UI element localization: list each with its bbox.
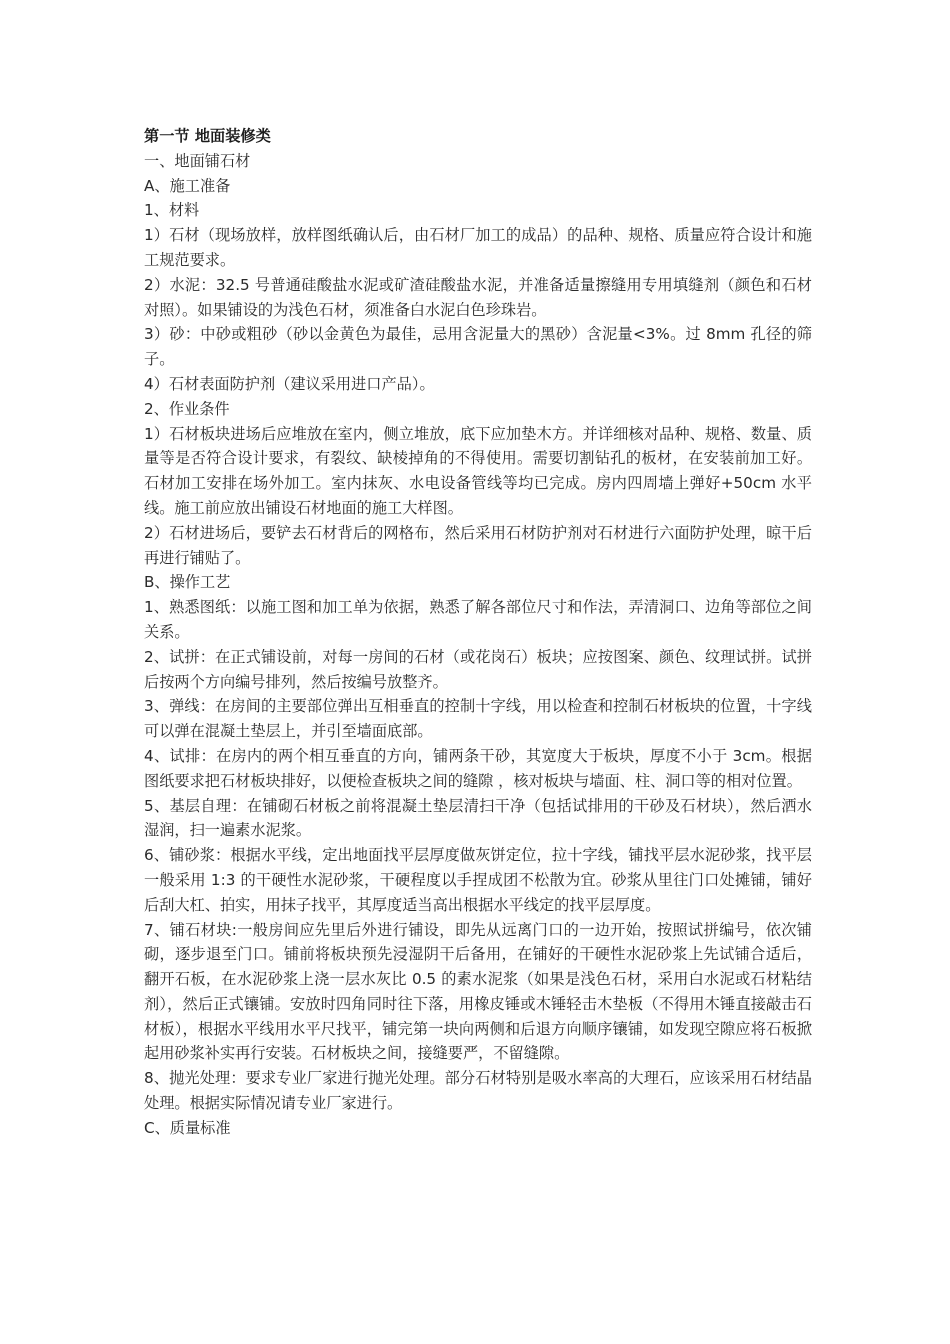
step-laying: 7、铺石材块:一般房间应先里后外进行铺设，即先从远离门口的一边开始，按照试拼编号，依次铺砌，逐步退至门口。铺前将板块预先浸湿阴干后备用，在铺好的干硬性水泥砂浆上先试铺合适后，翻开石板，在水泥砂浆上浇一层水灰比 0.5 的素水泥浆（如果是浅色石材，采用白水泥或石材粘结剂），然后正式镶铺。安放时四角同时往下落，用橡皮锤或木锤轻击木垫板（不得用木锤直接敲击石材板），根据水平线用水平尺找平，铺完第一块向两侧和后退方向顺序镶铺，如发现空隙应将石板掀起用砂浆补实再行安装。石材板块之间，接缝要严，不留缝隙。 [144,920,812,1063]
paragraph-protective-agent: 4）石材表面防护剂（建议采用进口产品）。 [144,374,435,393]
document-body [144,124,812,1141]
section-title: 第一节 地面装修类 [144,127,271,145]
step-snap-lines: 3、弹线：在房间的主要部位弹出互相垂直的控制十字线，用以检查和控制石材板块的位置，十字线可以弹在混凝土垫层上，并引至墙面底部。 [144,697,812,741]
heading-process: B、操作工艺 [144,573,231,592]
heading-materials: 1、材料 [144,201,200,220]
heading-preparation: A、施工准备 [144,176,231,195]
heading-work-conditions: 2、作业条件 [144,399,230,418]
heading-stone-flooring: 一、地面铺石材 [144,151,251,170]
step-mortar: 6、铺砂浆：根据水平线，定出地面找平层厚度做灰饼定位，拉十字线，铺找平层水泥砂浆，找平层一般采用 1:3 的干硬性水泥砂浆，干硬程度以手捏成团不松散为宜。砂浆从里往门口处摊铺，铺好后刮大杠、拍实，用抹子找平，其厚度适当高出根据水平线定的找平层厚度。 [144,846,812,914]
paragraph-sand: 3）砂：中砂或粗砂（砂以金黄色为最佳，忌用含泥量大的黑砂）含泥量<3%。过 8mm 孔径的筛子。 [144,325,812,369]
paragraph-protection: 2）石材进场后，要铲去石材背后的网格布，然后采用石材防护剂对石材进行六面防护处理，晾干后再进行铺贴了。 [144,523,812,567]
paragraph-cement: 2）水泥：32.5 号普通硅酸盐水泥或矿渣硅酸盐水泥，并准备适量擦缝用专用填缝剂（颜色和石材对照）。如果铺设的为浅色石材，须准备白水泥白色珍珠岩。 [144,275,812,319]
step-base-prep: 5、基层自理：在铺砌石材板之前将混凝土垫层清扫干净（包括试排用的干砂及石材块），然后洒水湿润，扫一遍素水泥浆。 [144,796,812,840]
heading-quality: C、质量标准 [144,1118,231,1137]
step-trial-layout: 4、试排：在房内的两个相互垂直的方向，铺两条干砂，其宽度大于板块，厚度不小于 3cm。根据图纸要求把石材板块排好，以便检查板块之间的缝隙 ，核对板块与墙面、柱、洞口等的相对位置。 [144,746,812,790]
paragraph-stone: 1）石材（现场放样，放样图纸确认后，由石材厂加工的成品）的品种、规格、质量应符合设计和施工规范要求。 [144,226,812,269]
paragraph-storage: 1）石材板块进场后应堆放在室内，侧立堆放，底下应加垫木方。并详细核对品种、规格、数量、质量等是否符合设计要求，有裂纹、缺棱掉角的不得使用。需要切割钻孔的板材，在安装前加工好。石材加工安排在场外加工。室内抹灰、水电设备管线等均已完成。房内四周墙上弹好+50cm 水平线。施工前应放出铺设石材地面的施工大样图。 [144,424,812,517]
step-drawings: 1、熟悉图纸：以施工图和加工单为依据，熟悉了解各部位尺寸和作法，弄清洞口、边角等部位之间关系。 [144,598,812,641]
step-trial-fit: 2、试拼：在正式铺设前，对每一房间的石材（或花岗石）板块；应按图案、颜色、纹理试拼。试拼后按两个方向编号排列，然后按编号放整齐。 [144,647,812,691]
step-polishing: 8、抛光处理：要求专业厂家进行抛光处理。部分石材特别是吸水率高的大理石，应该采用石材结晶处理。根据实际情况请专业厂家进行。 [144,1069,812,1113]
